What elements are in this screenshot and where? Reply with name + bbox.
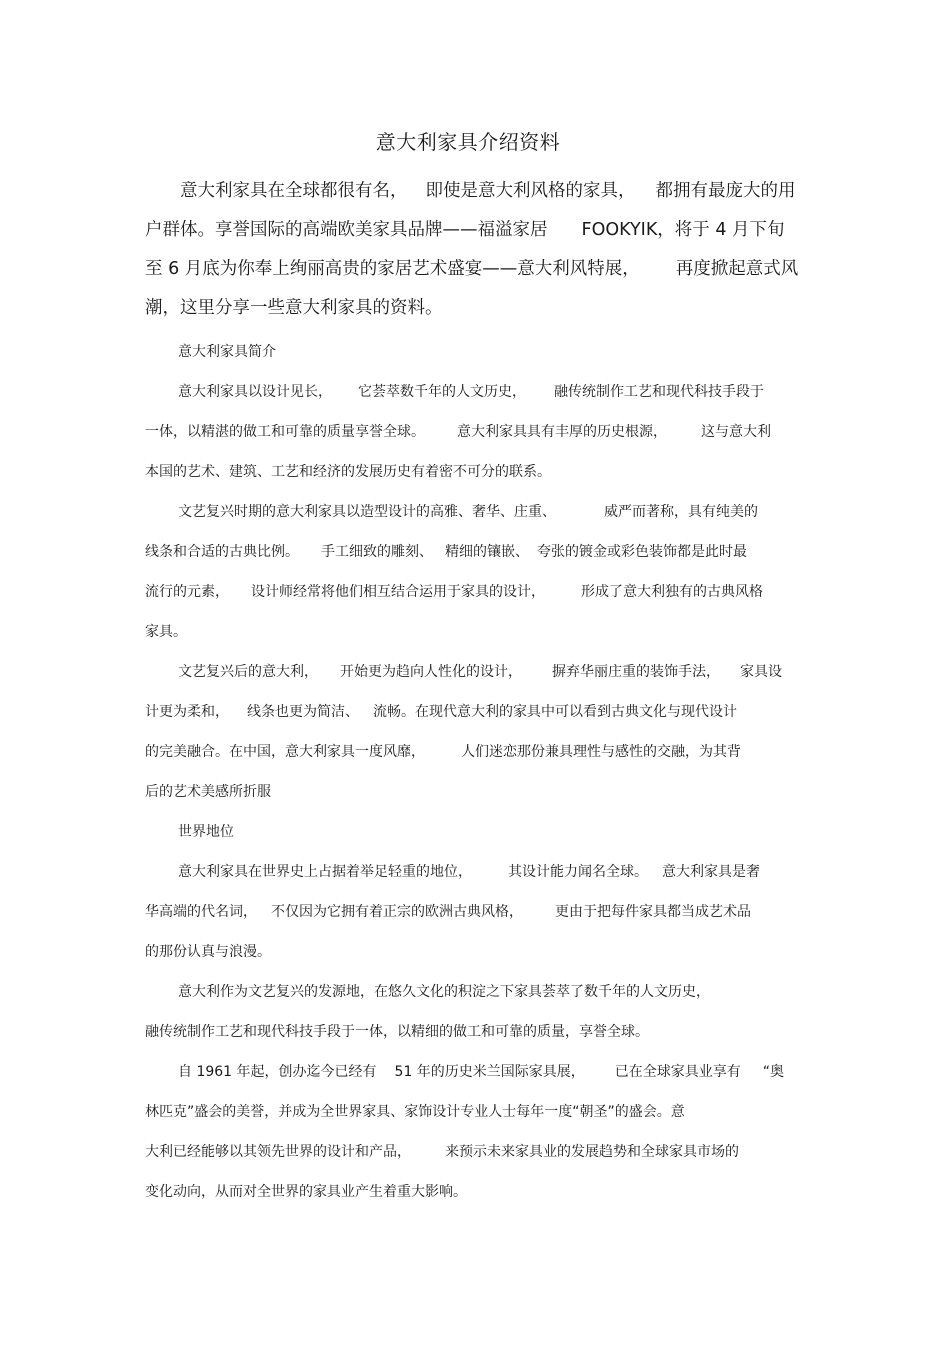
p2-line-4	[145, 622, 187, 642]
text-span: 其设计能力闻名全球。	[508, 864, 648, 880]
text-span: 不仅因为它拥有着正宗的欧洲古典风格，	[271, 904, 523, 920]
text-span: 至 6 月底为你奉上绚丽高贵的家居艺术盛宴——意大利风特展，	[145, 259, 640, 279]
text-span: 设计师经常将他们相互结合运用于家具的设计，	[251, 584, 545, 600]
p1-line-1	[178, 382, 764, 402]
intro-line-3	[145, 257, 798, 281]
p3-line-2	[145, 702, 737, 722]
p6-line-3	[145, 1142, 739, 1162]
text-span: 的完美融合。在中国，意大利家具一度风靡，	[145, 744, 425, 760]
text-span: 人们迷恋那份兼具理性与感性的交融，为其背	[461, 744, 741, 760]
p3-line-3	[145, 742, 741, 762]
text-span: 即使是意大利风格的家具，	[425, 181, 636, 201]
text-span: 计更为柔和，	[145, 704, 229, 720]
p1-line-2	[145, 422, 771, 442]
text-span: 大利已经能够以其领先世界的设计和产品，	[145, 1144, 411, 1160]
text-span: 它荟萃数千年的人文历史，	[358, 384, 526, 400]
text-span: 后的艺术美感所折服	[145, 784, 271, 800]
text-span: 再度掀起意式风	[675, 259, 799, 279]
text-span: 意大利作为文艺复兴的发源地，在悠久文化的积淀之下家具荟萃了数千年的人文历史，	[178, 984, 710, 1000]
text-span: 开始更为趋向人性化的设计，	[340, 664, 522, 680]
text-span: 一体，以精湛的做工和可靠的质量享誉全球。	[145, 424, 425, 440]
text-span: 家具。	[145, 624, 187, 640]
text-span: 的那份认真与浪漫。	[145, 944, 271, 960]
text-span: 流行的元素，	[145, 584, 229, 600]
text-span: 都拥有最庞大的用	[655, 181, 796, 201]
text-span: 意大利家具是奢	[662, 864, 760, 880]
text-span: 精细的镶嵌、	[445, 544, 529, 560]
p1-line-3	[145, 462, 551, 482]
text-span: 意大利家具具有丰厚的历史根源，	[457, 424, 667, 440]
text-span: “奥	[762, 1064, 785, 1080]
page-title: 意大利家具介绍资料	[375, 130, 561, 154]
p5-line-1	[178, 982, 710, 1002]
text-span: 手工细致的雕刻、	[321, 544, 433, 560]
text-span: 线条和合适的古典比例。	[145, 544, 299, 560]
text-span: 51 年的历史米兰国际家具展，	[394, 1064, 585, 1080]
p2-line-1	[178, 502, 758, 522]
text-span: 文艺复兴时期的意大利家具以造型设计的高雅、奢华、庄重、	[178, 504, 556, 520]
text-span: 本国的艺术、建筑、工艺和经济的发展历史有着密不可分的联系。	[145, 464, 551, 480]
intro-line-2	[145, 218, 785, 242]
section-heading-intro: 意大利家具简介	[178, 344, 276, 360]
p2-line-2	[145, 542, 747, 562]
text-span: 摒弃华丽庄重的装饰手法，	[552, 664, 720, 680]
text-span: 融传统制作工艺和现代科技手段于	[554, 384, 764, 400]
text-span: 意大利家具在世界史上占据着举足轻重的地位，	[178, 864, 472, 880]
text-span: 家具设	[740, 664, 782, 680]
text-span: 流畅。在现代意大利的家具中可以看到古典文化与现代设计	[373, 704, 737, 720]
text-span: 来预示未来家具业的发展趋势和全球家具市场的	[445, 1144, 739, 1160]
text-span: FOOKYIK，将于 4 月下旬	[581, 220, 785, 240]
p4-line-1	[178, 862, 760, 882]
p4-line-2	[145, 902, 751, 922]
p6-line-1	[178, 1062, 784, 1082]
p5-line-2	[145, 1022, 649, 1042]
p3-line-4	[145, 782, 271, 802]
p6-line-2	[145, 1102, 685, 1122]
text-span: 自 1961 年起，创办迄今已经有	[178, 1064, 377, 1080]
section-heading-world-status: 世界地位	[178, 824, 234, 840]
p2-line-3	[145, 582, 763, 602]
text-span: 威严而著称，具有纯美的	[604, 504, 758, 520]
intro-line-1	[180, 179, 796, 203]
text-span: 文艺复兴后的意大利，	[178, 664, 318, 680]
text-span: 更由于把每件家具都当成艺术品	[555, 904, 751, 920]
text-span: 形成了意大利独有的古典风格	[581, 584, 763, 600]
p6-line-4	[145, 1182, 467, 1202]
intro-line-4	[145, 296, 443, 320]
text-span: 已在全球家具业享有	[614, 1064, 741, 1080]
text-span: 融传统制作工艺和现代科技手段于一体，以精细的做工和可靠的质量，享誉全球。	[145, 1024, 649, 1040]
p4-line-3	[145, 942, 271, 962]
p3-line-1	[178, 662, 782, 682]
text-span: 潮，这里分享一些意大利家具的资料。	[145, 298, 443, 318]
text-span: 夸张的镀金或彩色装饰都是此时最	[537, 544, 747, 560]
text-span: 户群体。享誉国际的高端欧美家具品牌——福溢家居	[145, 220, 548, 240]
text-span: 变化动向，从而对全世界的家具业产生着重大影响。	[145, 1184, 467, 1200]
text-span: 林匹克”盛会的美誉，并成为全世界家具、家饰设计专业人士每年一度“朝圣”的盛会。意	[145, 1104, 685, 1120]
text-span: 意大利家具在全球都很有名，	[180, 181, 408, 201]
text-span: 华高端的代名词，	[145, 904, 257, 920]
text-span: 意大利家具以设计见长，	[178, 384, 332, 400]
text-span: 这与意大利	[701, 424, 771, 440]
text-span: 线条也更为简洁、	[247, 704, 359, 720]
